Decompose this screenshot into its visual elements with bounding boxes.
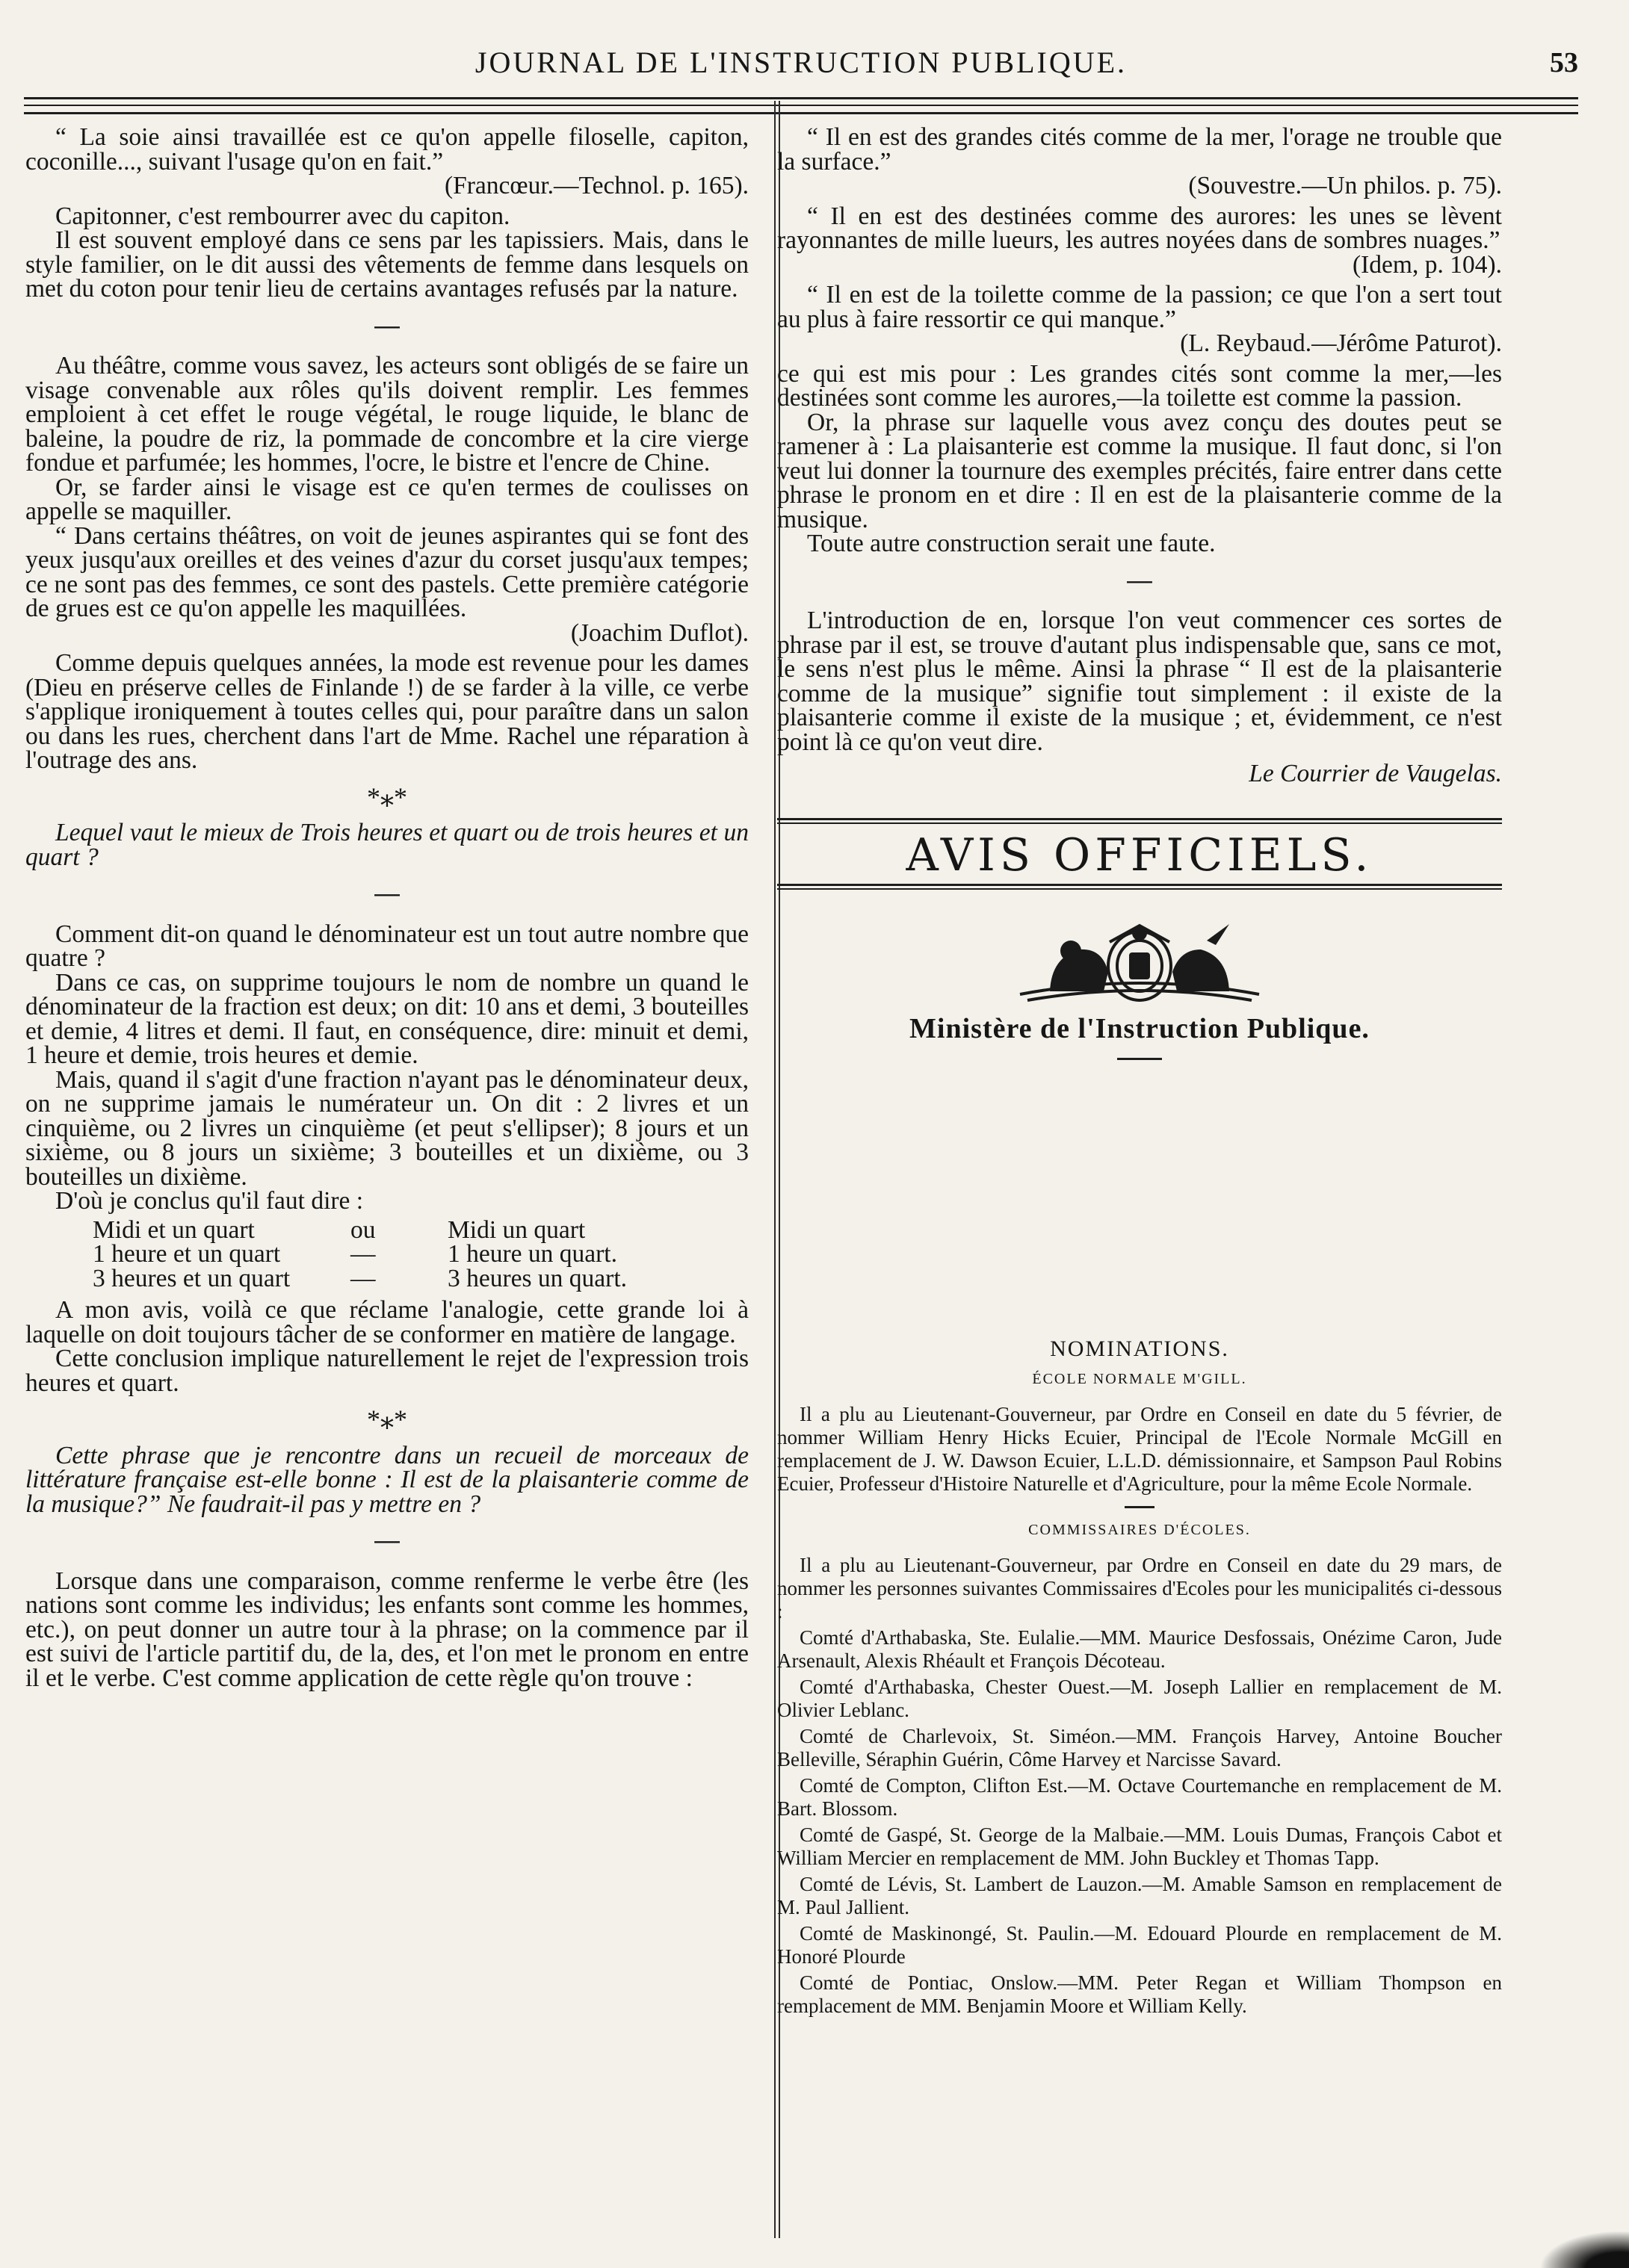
table-cell: Midi et un quart — [93, 1215, 255, 1244]
asterism: *⁎* — [367, 781, 407, 812]
paragraph: Or, se farder ainsi le visage est ce qu'en termes de coulisses on appelle se maquiller. — [25, 473, 749, 525]
paragraph: Mais, quand il s'agit d'une fraction n'ayant pas le dénominateur deux, on ne supprime jamais le numérateur un. On dit : 2 livres et un cinquième, ou 2 livres un cinquième (et peut s'ellipser); 8 jours et un sixième, ou 8 jours un sixième; 3 bouteilles et un dixième, ou 3 bouteilles un dixième. — [25, 1065, 749, 1191]
list-item: Comté d'Arthabaska, Chester Ouest.—M. Joseph Lallier en remplacement de M. Olivier Leblanc. — [777, 1676, 1502, 1721]
header-rule — [24, 97, 1578, 106]
quotation: “ Il en est des grandes cités comme de la mer, l'orage ne trouble que la surface.” — [777, 123, 1502, 176]
separator-dash: — — [374, 1526, 400, 1554]
question-heading: Cette phrase que je rencontre dans un recueil de morceaux de littérature française est-elle bonne : Il est de la plaisanterie comme de la musique?” Ne faudrait-il pas y mettre en ? — [25, 1441, 749, 1518]
list-item: Comté de Maskinongé, St. Paulin.—M. Edouard Plourde en remplacement de M. Honoré Plourde — [777, 1922, 1502, 1968]
ink-blot — [1539, 2231, 1629, 2268]
paragraph: Comme depuis quelques années, la mode est revenue pour les dames (Dieu en préserve celles de Finlande !) de se farder à la ville, ce verbe s'applique ironiquement à toutes celles qui, pour paraître dans un salon ou dans les rues, cherchent dans l'art de Mme. Rachel une réparation à l'outrage des ans. — [25, 649, 749, 774]
citation: (L. Reybaud.—Jérôme Paturot). — [1180, 329, 1502, 357]
citation: (Idem, p. 104). — [1352, 250, 1502, 279]
short-rule — [1125, 1506, 1154, 1508]
quotation: “ Il en est des destinées comme des aurores: les unes se lèvent rayonnantes de mille lueurs, les autres noyées dans de sombres nuages.” — [777, 202, 1502, 254]
asterism: *⁎* — [367, 1404, 407, 1434]
coat-of-arms-icon — [1005, 920, 1274, 1009]
time-examples-table — [93, 1215, 749, 1292]
table-cell: Midi un quart — [448, 1215, 586, 1244]
right-column — [777, 123, 1502, 1084]
table-cell: — — [350, 1264, 376, 1292]
citation: (Francœur.—Technol. p. 165). — [444, 172, 749, 199]
short-rule — [1117, 1058, 1162, 1060]
paragraph: D'où je conclus qu'il faut dire : — [55, 1187, 364, 1215]
list-item: Comté de Compton, Clifton Est.—M. Octave Courtemanche en remplacement de M. Bart. Blossom. — [777, 1774, 1502, 1820]
paragraph: Toute autre construction serait une faute. — [807, 530, 1216, 557]
paragraph: Capitonner, c'est rembourrer avec du capiton. — [55, 202, 510, 230]
header-rule-2 — [24, 112, 1578, 117]
paragraph: “ Dans certains théâtres, on voit de jeunes aspirantes qui se font des yeux jusqu'aux oreilles et des veines d'azur du corset jusqu'aux tempes; ce ne sont pas des femmes, ce sont des pastels. Cette première catégorie de grues est ce qu'on appelle les maquillées. — [25, 521, 749, 622]
separator-dash: — — [374, 311, 400, 339]
list-item: Comté de Lévis, St. Lambert de Lauzon.—M. Amable Samson en remplacement de M. Paul Jallient. — [777, 1873, 1502, 1918]
list-item: Comté de Charlevoix, St. Siméon.—MM. François Harvey, Antoine Boucher Belleville, Séraphin Guérin, Côme Harvey et Narcisse Savard. — [777, 1725, 1502, 1770]
left-column — [25, 123, 749, 1692]
citation: (Souvestre.—Un philos. p. 75). — [1188, 172, 1502, 199]
citation: (Joachim Duflot). — [570, 619, 749, 647]
paragraph: Comment dit-on quand le dénominateur est un tout autre nombre que quatre ? — [25, 920, 749, 972]
journal-title: JOURNAL DE L'INSTRUCTION PUBLIQUE. — [475, 46, 1128, 79]
section-heading: COMMISSAIRES D'ÉCOLES. — [1028, 1522, 1251, 1538]
list-item: Comté de Gaspé, St. George de la Malbaie.—MM. Louis Dumas, François Cabot et William Mercier en remplacement de MM. John Buckley et Thomas Tapp. — [777, 1824, 1502, 1869]
paragraph: Au théâtre, comme vous savez, les acteurs sont obligés de se faire un visage convenable aux rôles qu'ils doivent remplir. Les femmes emploient à cet effet le rouge végétal, le rouge liquide, le blanc de baleine, la poudre de riz, la pommade de concombre et la cire vierge fondue et parfumée; les hommes, l'ocre, le bistre et l'encre de Chine. — [25, 352, 749, 477]
paragraph: “ La soie ainsi travaillée est ce qu'on appelle filoselle, capiton, coconille..., suivant l'usage qu'on en fait.” — [25, 123, 749, 176]
table-cell: ou — [350, 1215, 376, 1244]
paragraph: L'introduction de en, lorsque l'on veut commencer ces sortes de phrase par il est, se trouve d'autant plus indispensable que, sans ce mot, le sens n'est plus le même. Ainsi la phrase “ Il est de la plaisanterie comme de la musique” signifie tout simplement : il existe de la plaisanterie comme il existe de la musique ; et, évidemment, ce n'est point là ce qu'on veut dire. — [777, 607, 1502, 756]
question-heading: Lequel vaut le mieux de Trois heures et quart ou de trois heures et un quart ? — [25, 819, 749, 871]
ministry-heading: Ministère de l'Instruction Publique. — [909, 1013, 1370, 1044]
table-cell: — — [350, 1240, 376, 1268]
paragraph: ce qui est mis pour : Les grandes cités sont comme la mer,—les destinées sont comme les aurores,—la toilette est comme la passion. — [777, 359, 1502, 412]
page-header — [24, 36, 1578, 91]
page-number: 53 — [1550, 47, 1578, 78]
table-cell: 1 heure un quart. — [448, 1240, 617, 1268]
section-heading: ÉCOLE NORMALE M'GILL. — [1032, 1371, 1247, 1387]
notice: Il a plu au Lieutenant-Gouverneur, par Ordre en Conseil en date du 5 février, de nommer William Henry Hicks Ecuier, Principal de l'Ecole Normale McGill en remplacement de J. W. Dawson Ecuier, L.L.D. démissionnaire, et Sampson Paul Robins Ecuier, Professeur d'Histoire Naturelle et d'Agriculture, pour la même Ecole Normale. — [777, 1403, 1502, 1495]
paragraph: Or, la phrase sur laquelle vous avez conçu des doutes peut se ramener à : La plaisanterie est comme la musique. Il faut donc, si l'on veut lui donner la tournure des exemples précités, faire entrer dans cette phrase le pronom en et dire : Il en est de la plaisanterie comme de la musique. — [777, 408, 1502, 533]
list-item: Comté de Pontiac, Onslow.—MM. Peter Regan et William Thompson en remplacement de MM. Benjamin Moore et William Kelly. — [777, 1971, 1502, 2017]
table-cell: 3 heures et un quart — [93, 1264, 291, 1292]
section-rule — [777, 818, 1502, 824]
list-item: Comté d'Arthabaska, Ste. Eulalie.—MM. Maurice Desfossais, Onézime Caron, Jude Arsenault, Alexis Rhéault et François Décoteau. — [777, 1626, 1502, 1672]
separator-dash: — — [374, 879, 400, 907]
paragraph: Il est souvent employé dans ce sens par les tapissiers. Mais, dans le style familier, on le dit aussi des vêtements de femme dans lesquels on met du coton pour tenir lieu de certains avantages refusés par la nature. — [25, 226, 749, 303]
nominations-heading: NOMINATIONS. — [1050, 1336, 1229, 1361]
table-cell: 1 heure et un quart — [93, 1240, 281, 1268]
paragraph: Lorsque dans une comparaison, comme renferme le verbe être (les nations sont comme les individus; les enfants sont comme les hommes, etc.), on peut donner un autre tour à la phrase; on la commence par il est suivi de l'article partitif du, de la, des, et l'on met le pronom en entre il et le verbe. C'est comme application de cette règle qu'on trouve : — [25, 1567, 749, 1692]
separator-dash: — — [1127, 566, 1152, 594]
paragraph: Dans ce cas, on supprime toujours le nom de nombre un quand le dénominateur de la fraction est deux; on dit: 10 ans et demi, 3 bouteilles et demie, 4 litres et demi. Il faut, en conséquence, dire: minuit et demi, 1 heure et demie, trois heures et demie. — [25, 968, 749, 1069]
paragraph: Cette conclusion implique naturellement le rejet de l'expression trois heures et quart. — [25, 1345, 749, 1397]
official-notices — [777, 1337, 1502, 2021]
table-cell: 3 heures un quart. — [448, 1264, 628, 1292]
section-rule — [777, 884, 1502, 890]
notice: Il a plu au Lieutenant-Gouverneur, par Ordre en Conseil en date du 29 mars, de nommer les personnes suivantes Commissaires d'Ecoles pour les municipalités ci-dessous : — [777, 1554, 1502, 1623]
paragraph: A mon avis, voilà ce que réclame l'analogie, cette grande loi à laquelle on doit toujours tâcher de se conformer en matière de langage. — [25, 1296, 749, 1348]
avis-officiels-heading: AVIS OFFICIELS. — [906, 828, 1373, 882]
signature: Le Courrier de Vaugelas. — [1249, 760, 1502, 787]
quotation: “ Il en est de la toilette comme de la passion; ce que l'on a sert tout au plus à faire ressortir ce qui manque.” — [777, 281, 1502, 333]
